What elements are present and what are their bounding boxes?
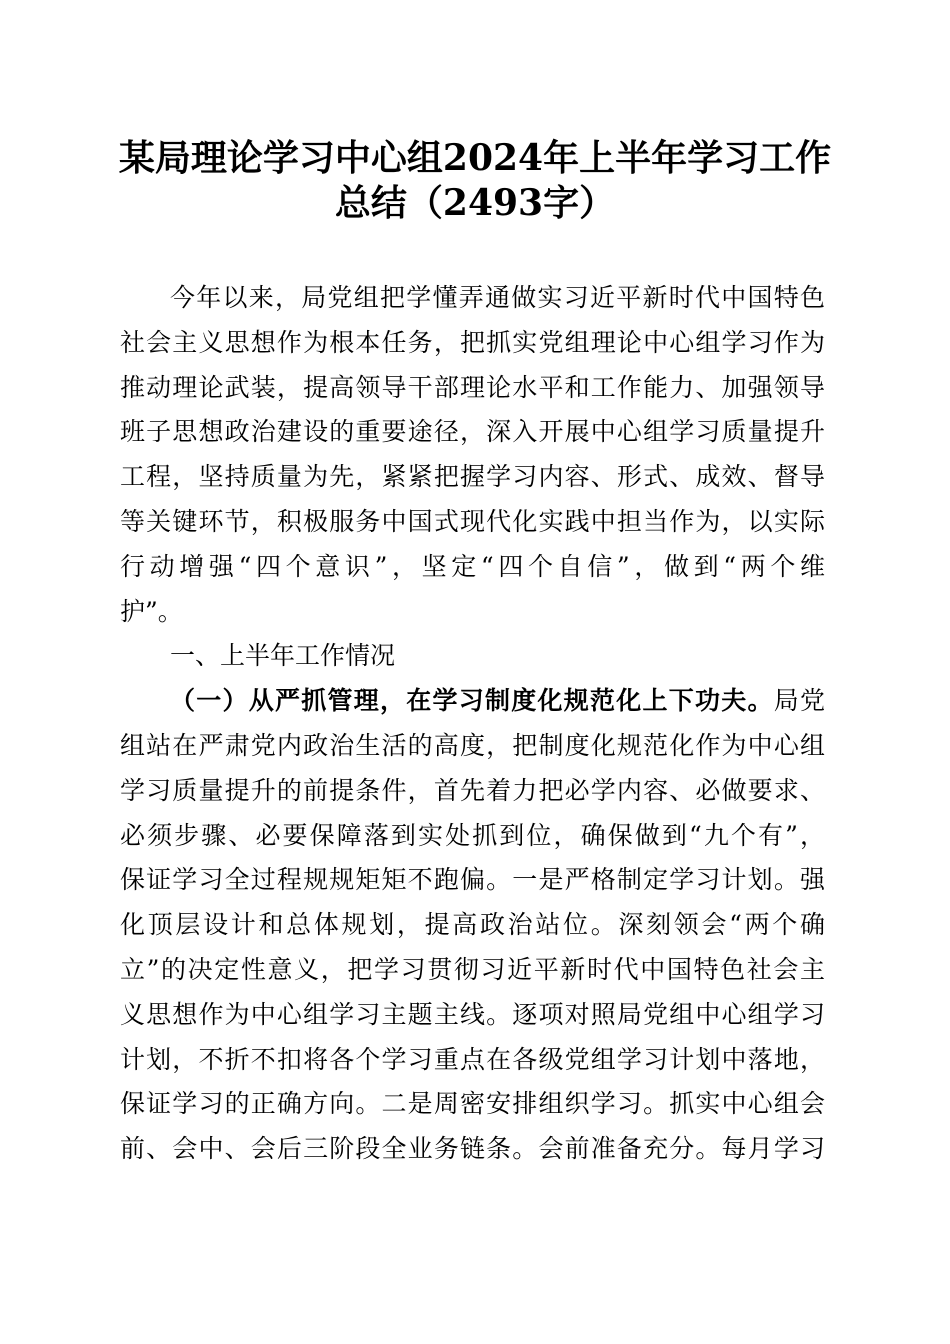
document-title bbox=[100, 136, 850, 226]
paragraph-line: 推动理论武装，提高领导干部理论水平和工作能力、加强领导 bbox=[120, 372, 825, 402]
document-body bbox=[120, 276, 825, 1172]
paragraph-line: 保证学习的正确方向。二是周密安排组织学习。抓实中心组会 bbox=[120, 1089, 825, 1119]
paragraph-line bbox=[120, 679, 825, 724]
paragraph-line: 前、会中、会后三阶段全业务链条。会前准备充分。每月学习 bbox=[120, 1134, 825, 1164]
paragraph-line: 必须步骤、必要保障落到实处抓到位，确保做到“九个有”， bbox=[120, 820, 825, 850]
paragraph-line: 今年以来，局党组把学懂弄通做实习近平新时代中国特色 bbox=[170, 283, 825, 312]
paragraph-line: 工程，坚持质量为先，紧紧把握学习内容、形式、成效、督导 bbox=[120, 462, 825, 492]
paragraph-line: 护”。 bbox=[120, 596, 183, 626]
paragraph-line: 行动增强“四个意识”，坚定“四个自信”，做到“两个维 bbox=[120, 551, 825, 581]
subsection-first-tail: 局党 bbox=[773, 686, 825, 716]
paragraph-line: 义思想作为中心组学习主题主线。逐项对照局党组中心组学习 bbox=[120, 999, 825, 1029]
paragraph-line: 立”的决定性意义，把学习贯彻习近平新时代中国特色社会主 bbox=[120, 954, 825, 984]
paragraph-line: 计划，不折不扣将各个学习重点在各级党组学习计划中落地， bbox=[120, 1044, 825, 1074]
subsection-paragraph bbox=[120, 679, 825, 1172]
paragraph-line: 化顶层设计和总体规划，提高政治站位。深刻领会“两个确 bbox=[120, 910, 825, 940]
intro-paragraph bbox=[120, 276, 825, 634]
paragraph-line: 等关键环节，积极服务中国式现代化实践中担当作为，以实际 bbox=[120, 506, 825, 536]
paragraph-line: 学习质量提升的前提条件，首先着力把必学内容、必做要求、 bbox=[120, 775, 825, 805]
section-heading: 一、上半年工作情况 bbox=[170, 641, 396, 671]
paragraph-line: 社会主义思想作为根本任务，把抓实党组理论中心组学习作为 bbox=[120, 327, 825, 357]
paragraph-line: 组站在严肃党内政治生活的高度，把制度化规范化作为中心组 bbox=[120, 730, 825, 760]
paragraph-line: 班子思想政治建设的重要途径，深入开展中心组学习质量提升 bbox=[120, 417, 825, 447]
title-line-2: 总结（2493字） bbox=[334, 182, 616, 224]
paragraph-line: 保证学习全过程规规矩矩不跑偏。一是严格制定学习计划。强 bbox=[120, 865, 825, 895]
title-line-1: 某局理论学习中心组2024年上半年学习工作 bbox=[118, 137, 832, 179]
subsection-heading: （一）从严抓管理，在学习制度化规范化上下功夫。 bbox=[170, 686, 774, 716]
